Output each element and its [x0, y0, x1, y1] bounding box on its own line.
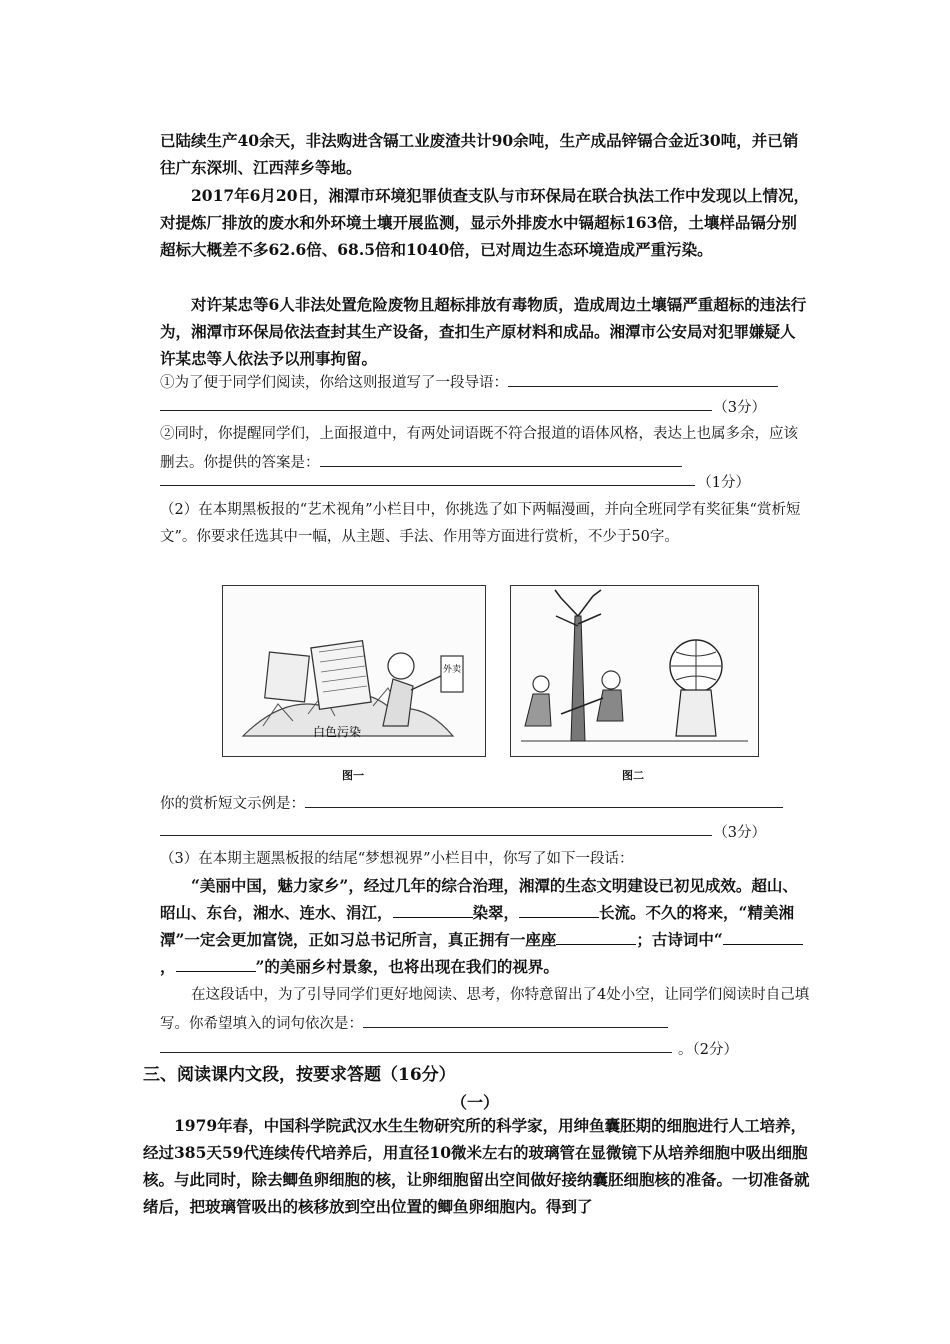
question-2-answer-row: [160, 789, 810, 818]
answer-blank[interactable]: [363, 1009, 668, 1028]
fill-blank-4[interactable]: [723, 928, 803, 945]
question-2-score: （3分）: [713, 825, 766, 841]
answer-line[interactable]: [160, 817, 810, 844]
cartoon-1-sign: 外卖: [442, 665, 462, 675]
quote-part-d: ；古诗词中“: [636, 930, 723, 949]
section-3-passage: 1979年春，中国科学院武汉水生生物研究所的科学家，用绅鱼囊胚期的细胞进行人工培养，经过385天59代连续传代培养后，用直径10微米左右的玻璃管在显微镜下从培养细胞中吸出细胞核。与此同时，除去鲫鱼卵细胞的核，让卵细胞留出空间做好接纳囊胚细胞核的准备。一切准备就绪后，把玻璃管吸出的核移放到空出位置的鲫鱼卵细胞内。得到了: [143, 1116, 810, 1216]
quote-part-c: 长流。不久的将来，“精美湘潭”一定会更加富饶，正如习总书记所言，真正拥有一座座: [160, 903, 794, 949]
question-3: （3）在本期主题黑板报的结尾“梦想视界”小栏目中，你写了如下一段话：: [160, 851, 634, 867]
section-3-subheading: （一）: [450, 1093, 499, 1112]
section-3-heading: 三、阅读课内文段，按要求答题（16分）: [143, 1065, 456, 1085]
quote-part-b: 染翠，: [472, 903, 520, 922]
cartoon-globe-figure: [510, 585, 759, 757]
question-1-part-2-prompt: ②同时，你提醒同学们，上面报道中，有两处词语既不符合报道的语体风格，表达上也属多余，应该删去。你提供的答案是：: [160, 426, 798, 471]
quote-part-a: “美丽中国，魅力家乡”，经过几年的综合治理，湘潭的生态文明建设已初见成效。超山、昭山、东台，湘水、连水、涓江，: [160, 876, 798, 922]
answer-blank[interactable]: [320, 448, 682, 467]
cartoon-2-caption: 图二: [622, 769, 644, 782]
passage-paragraph-1: 已陆续生产40余天，非法购进含镉工业废渣共计90余吨，生产成品锌镉合金近30吨，并已销往广东深圳、江西萍乡等地。: [160, 131, 799, 177]
fill-blank-2[interactable]: [519, 901, 599, 918]
answer-blank[interactable]: [508, 368, 778, 387]
question-2: （2）在本期黑板报的“艺术视角”小栏目中，你挑选了如下两幅漫画，并向全班同学有奖征集“赏析短文”。你要求任选其中一幅，从主题、手法、作用等方面进行赏析，不少于50字。: [160, 502, 801, 545]
quote-part-f: ”的美丽乡村景象，也将出现在我们的视界。: [255, 957, 559, 976]
quote-part-e: ，: [160, 957, 176, 976]
answer-line[interactable]: [160, 392, 810, 419]
question-3-instruction: [160, 982, 810, 1038]
answer-line[interactable]: [160, 467, 810, 494]
answer-blank[interactable]: [305, 789, 783, 808]
question-3-quote: [160, 872, 810, 980]
cartoon-1-caption: 图一: [342, 769, 364, 782]
question-3-instruction-text: 在这段话中，为了引导同学们更好地阅读、思考，你特意留出了4处小空，让同学们阅读时自己填写。你希望填入的词句依次是：: [160, 987, 810, 1032]
passage-paragraph-2: 2017年6月20日，湘潭市环境犯罪侦查支队与市环保局在联合执法工作中发现以上情况，对提炼厂排放的废水和外环境土壤开展监测，显示外排废水中镉超标163倍，土壤样品镉分别超标大概差不多62.6倍、68.5倍和1040倍，已对周边生态环境造成严重污染。: [160, 186, 809, 259]
cartoon-white-pollution: [222, 585, 486, 757]
passage-paragraph-3: 对许某忠等6人非法处置危险废物且超标排放有毒物质，造成周边土壤镉严重超标的违法行为，湘潭市环保局依法查封其生产设备，查扣生产原材料和成品。湘潭市公安局对犯罪嫌疑人许某忠等人依法予以刑事拘留。: [160, 295, 807, 368]
answer-line[interactable]: [160, 1034, 810, 1061]
fill-blank-3[interactable]: [556, 928, 636, 945]
question-1-part-1-prompt: ①为了便于同学们阅读，你给这则报道写了一段导语：: [160, 375, 508, 391]
question-1-part-1-score: （3分）: [713, 400, 766, 416]
fill-blank-5[interactable]: [176, 955, 256, 972]
cartoon-2-drawing: [511, 586, 758, 756]
cartoon-1-label: 白色污染: [313, 725, 362, 739]
fill-blank-1[interactable]: [393, 901, 473, 918]
question-3-score: 。（2分）: [678, 1042, 738, 1058]
cartoon-1-drawing: [223, 586, 485, 756]
question-1-part-2-score: （1分）: [697, 475, 750, 491]
question-2-answer-prompt: 你的赏析短文示例是：: [160, 796, 305, 812]
